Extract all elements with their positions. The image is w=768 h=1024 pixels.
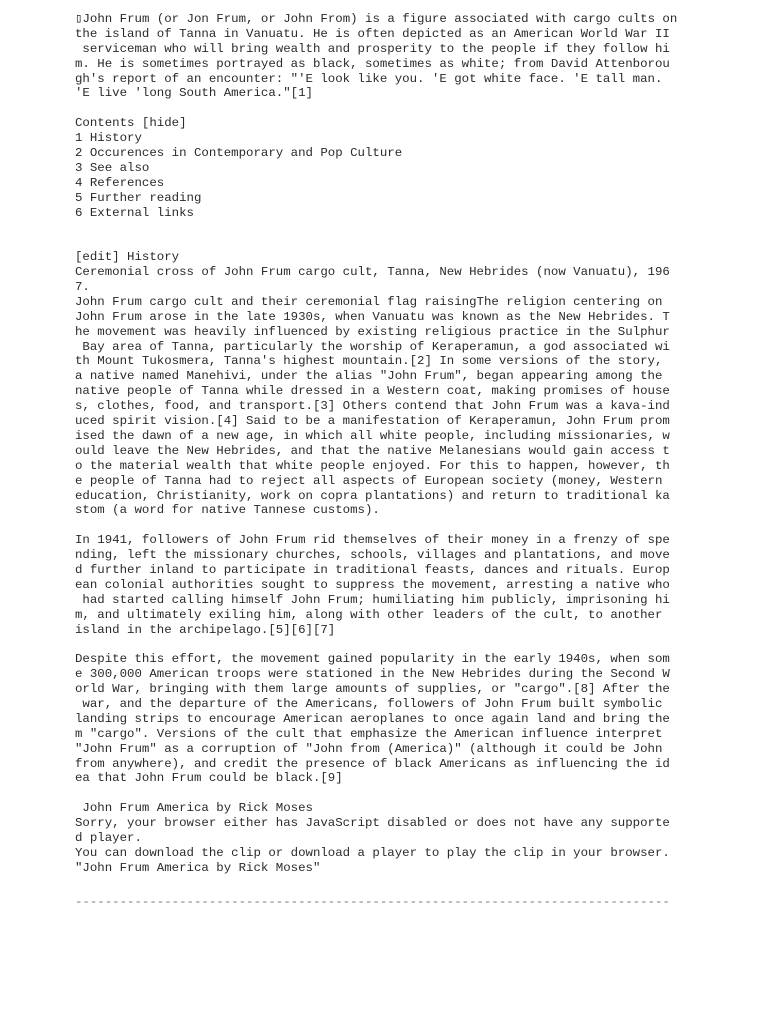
text-line: In 1941, followers of John Frum rid themselves of their money in a frenzy of spe	[75, 533, 670, 548]
text-line: th Mount Tukosmera, Tanna's highest mountain.[2] In some versions of the story,	[75, 354, 663, 369]
media-notice: Sorry, your browser either has JavaScript disabled or does not have any supporte	[75, 816, 670, 831]
text-line: ean colonial authorities sought to suppress the movement, arresting a native who	[75, 577, 670, 592]
text-line: orld War, bringing with them large amounts of supplies, or "cargo".[8] After the	[75, 682, 670, 697]
text-line: m. He is sometimes portrayed as black, sometimes as white; from David Attenborou	[75, 56, 670, 71]
media-player-fallback	[75, 801, 675, 875]
toc-item-history[interactable]: 1 History	[75, 131, 142, 146]
image-caption: Ceremonial cross of John Frum cargo cult, Tanna, New Hebrides (now Vanuatu), 196	[75, 265, 670, 280]
text-line: d further inland to participate in traditional feasts, dances and rituals. Europ	[75, 562, 670, 577]
text-line: war, and the departure of the Americans, followers of John Frum built symbolic	[75, 696, 663, 711]
text-line: m, and ultimately exiling him, along with other leaders of the cult, to another	[75, 607, 663, 622]
text-line: Bay area of Tanna, particularly the worship of Keraperamun, a god associated wi	[75, 339, 670, 354]
text-line: e 300,000 American troops were stationed in the New Hebrides during the Second W	[75, 667, 670, 682]
text-line: he movement was heavily influenced by existing religious practice in the Sulphur	[75, 324, 670, 339]
text-line: from anywhere), and credit the presence of black Americans as influencing the id	[75, 756, 670, 771]
text-line: ea that John Frum could be black.[9]	[75, 771, 343, 786]
text-line: uced spirit vision.[4] Said to be a manifestation of Keraperamun, John Frum prom	[75, 414, 670, 429]
text-line: John Frum arose in the late 1930s, when Vanuatu was known as the New Hebrides. T	[75, 309, 670, 324]
media-download-link[interactable]: You can download the clip or download a player to play the clip in your browser.	[75, 845, 670, 860]
history-paragraph-1	[75, 295, 675, 518]
media-notice: d player.	[75, 830, 142, 845]
article-page	[75, 12, 678, 909]
toc-item-references[interactable]: 4 References	[75, 175, 165, 190]
table-of-contents	[75, 116, 675, 220]
toc-item-pop-culture[interactable]: 2 Occurences in Contemporary and Pop Culture	[75, 146, 403, 161]
text-line: landing strips to encourage American aeroplanes to once again land and bring the	[75, 711, 670, 726]
text-line: stom (a word for native Tannese customs).	[75, 503, 380, 518]
text-line: ised the dawn of a new age, in which all white people, including missionaries, w	[75, 428, 670, 443]
text-line: gh's report of an encounter: "'E look like you. 'E got white face. 'E tall man.	[75, 71, 663, 86]
text-line: island in the archipelago.[5][6][7]	[75, 622, 336, 637]
toc-item-see-also[interactable]: 3 See also	[75, 160, 150, 175]
text-line: nding, left the missionary churches, schools, villages and plantations, and move	[75, 548, 670, 563]
history-paragraph-2	[75, 533, 675, 637]
media-caption: "John Frum America by Rick Moses"	[75, 860, 321, 875]
intro-paragraph	[75, 12, 678, 101]
text-line: s, clothes, food, and transport.[3] Others contend that John Frum was a kava-ind	[75, 399, 670, 414]
toc-item-further-reading[interactable]: 5 Further reading	[75, 190, 202, 205]
text-line: education, Christianity, work on copra plantations) and return to traditional ka	[75, 488, 670, 503]
text-line: e people of Tanna had to reject all aspects of European society (money, Western	[75, 473, 663, 488]
section-heading-history[interactable]: [edit] History	[75, 250, 180, 265]
text-line: John Frum cargo cult and their ceremonial flag raisingThe religion centering on	[75, 294, 663, 309]
text-line: "John Frum" as a corruption of "John from (America)" (although it could be John	[75, 741, 663, 756]
toc-item-external-links[interactable]: 6 External links	[75, 205, 194, 220]
media-title: John Frum America by Rick Moses	[75, 801, 313, 816]
text-line: a native named Manehivi, under the alias "John Frum", began appearing among the	[75, 369, 663, 384]
text-line: serviceman who will bring wealth and prosperity to the people if they follow hi	[75, 41, 670, 56]
horizontal-divider: --------------------------------------------------------------------------------	[75, 894, 670, 909]
text-line: had started calling himself John Frum; humiliating him publicly, imprisoning hi	[75, 592, 670, 607]
image-caption: 7.	[75, 280, 90, 295]
text-line: Despite this effort, the movement gained popularity in the early 1940s, when som	[75, 652, 670, 667]
history-paragraph-3	[75, 652, 675, 786]
text-line: ▯John Frum (or Jon Frum, or John From) is a figure associated with cargo cults on	[75, 12, 678, 26]
history-section	[75, 250, 675, 786]
toc-heading[interactable]: Contents [hide]	[75, 116, 187, 131]
text-line: the island of Tanna in Vanuatu. He is often depicted as an American World War II	[75, 26, 670, 41]
text-line: o the material wealth that white people enjoyed. For this to happen, however, th	[75, 458, 670, 473]
text-line: 'E live 'long South America."[1]	[75, 86, 313, 101]
text-line: native people of Tanna while dressed in a Western coat, making promises of house	[75, 384, 670, 399]
text-line: m "cargo". Versions of the cult that emphasize the American influence interpret	[75, 726, 663, 741]
text-line: ould leave the New Hebrides, and that the native Melanesians would gain access t	[75, 443, 670, 458]
